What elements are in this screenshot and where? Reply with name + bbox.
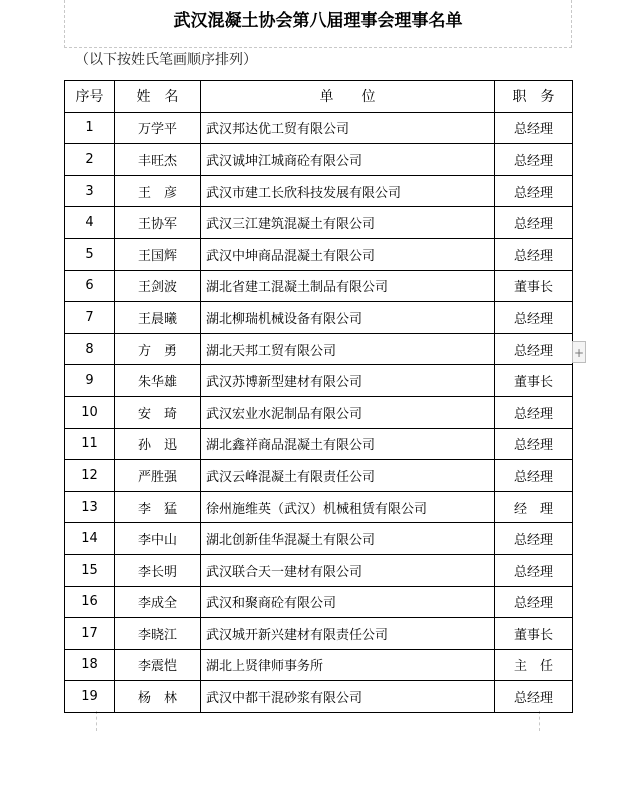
table-row: [65, 238, 573, 270]
table-row: [65, 365, 573, 397]
add-row-handle[interactable]: +: [572, 341, 586, 363]
cell-name: 王国辉: [115, 238, 201, 270]
margin-guide-left-lower: [96, 711, 97, 731]
cell-name: 孙 迅: [115, 428, 201, 460]
header-position: 职 务: [495, 81, 573, 113]
cell-no: 7: [65, 302, 115, 334]
cell-position: 总经理: [495, 396, 573, 428]
table-row: [65, 460, 573, 492]
cell-name: 万学平: [115, 112, 201, 144]
table-row: [65, 112, 573, 144]
table-row: [65, 523, 573, 555]
cell-no: 16: [65, 586, 115, 618]
cell-name: 朱华雄: [115, 365, 201, 397]
cell-unit: 武汉三江建筑混凝土有限公司: [201, 207, 495, 239]
cell-name: 丰旺杰: [115, 144, 201, 176]
cell-name: 李成全: [115, 586, 201, 618]
cell-position: 总经理: [495, 238, 573, 270]
cell-no: 10: [65, 396, 115, 428]
table-row: [65, 491, 573, 523]
cell-position: 董事长: [495, 270, 573, 302]
cell-position: 总经理: [495, 586, 573, 618]
table-row: [65, 618, 573, 650]
table-row: [65, 144, 573, 176]
header-unit: 单 位: [201, 81, 495, 113]
cell-unit: 武汉宏业水泥制品有限公司: [201, 396, 495, 428]
cell-name: 李长明: [115, 554, 201, 586]
cell-name: 李中山: [115, 523, 201, 555]
cell-no: 14: [65, 523, 115, 555]
cell-no: 6: [65, 270, 115, 302]
cell-unit: 武汉和聚商砼有限公司: [201, 586, 495, 618]
cell-no: 19: [65, 681, 115, 713]
cell-unit: 徐州施维英（武汉）机械租赁有限公司: [201, 491, 495, 523]
document-title: 武汉混凝土协会第八届理事会理事名单: [173, 11, 463, 31]
cell-position: 董事长: [495, 365, 573, 397]
header-no: 序号: [65, 81, 115, 113]
cell-name: 王晨曦: [115, 302, 201, 334]
cell-position: 总经理: [495, 333, 573, 365]
cell-unit: 武汉中都干混砂浆有限公司: [201, 681, 495, 713]
cell-name: 严胜强: [115, 460, 201, 492]
cell-position: 总经理: [495, 460, 573, 492]
cell-no: 3: [65, 175, 115, 207]
cell-position: 总经理: [495, 144, 573, 176]
cell-name: 方 勇: [115, 333, 201, 365]
cell-unit: 武汉云峰混凝土有限责任公司: [201, 460, 495, 492]
cell-position: 总经理: [495, 112, 573, 144]
cell-no: 1: [65, 112, 115, 144]
table-header-row: [65, 81, 573, 113]
cell-name: 李震恺: [115, 649, 201, 681]
cell-no: 8: [65, 333, 115, 365]
cell-name: 安 琦: [115, 396, 201, 428]
table-row: [65, 649, 573, 681]
margin-guide-top: [64, 47, 572, 48]
cell-no: 17: [65, 618, 115, 650]
member-table: [64, 80, 573, 713]
table-row: [65, 681, 573, 713]
cell-no: 9: [65, 365, 115, 397]
table-row: [65, 207, 573, 239]
cell-position: 总经理: [495, 428, 573, 460]
cell-no: 15: [65, 554, 115, 586]
table-row: [65, 586, 573, 618]
cell-no: 13: [65, 491, 115, 523]
header-name: 姓 名: [115, 81, 201, 113]
cell-position: 总经理: [495, 207, 573, 239]
cell-position: 总经理: [495, 523, 573, 555]
cell-unit: 武汉诚坤江城商砼有限公司: [201, 144, 495, 176]
table-row: [65, 333, 573, 365]
cell-position: 董事长: [495, 618, 573, 650]
cell-unit: 武汉城开新兴建材有限责任公司: [201, 618, 495, 650]
cell-position: 经 理: [495, 491, 573, 523]
cell-position: 总经理: [495, 681, 573, 713]
table-row: [65, 428, 573, 460]
cell-no: 12: [65, 460, 115, 492]
cell-unit: 湖北天邦工贸有限公司: [201, 333, 495, 365]
cell-no: 2: [65, 144, 115, 176]
cell-unit: 湖北创新佳华混凝土有限公司: [201, 523, 495, 555]
cell-unit: 湖北鑫祥商品混凝土有限公司: [201, 428, 495, 460]
cell-name: 杨 林: [115, 681, 201, 713]
cell-no: 18: [65, 649, 115, 681]
cell-position: 总经理: [495, 554, 573, 586]
cell-name: 王协军: [115, 207, 201, 239]
table-row: [65, 302, 573, 334]
cell-position: 总经理: [495, 175, 573, 207]
table-row: [65, 270, 573, 302]
table-row: [65, 396, 573, 428]
cell-position: 主 任: [495, 649, 573, 681]
cell-no: 11: [65, 428, 115, 460]
cell-unit: 武汉邦达优工贸有限公司: [201, 112, 495, 144]
cell-unit: 湖北省建工混凝土制品有限公司: [201, 270, 495, 302]
cell-unit: 武汉市建工长欣科技发展有限公司: [201, 175, 495, 207]
cell-name: 李晓江: [115, 618, 201, 650]
cell-unit: 湖北柳瑞机械设备有限公司: [201, 302, 495, 334]
cell-no: 4: [65, 207, 115, 239]
cell-no: 5: [65, 238, 115, 270]
cell-name: 王 彦: [115, 175, 201, 207]
cell-unit: 武汉中坤商品混凝土有限公司: [201, 238, 495, 270]
cell-unit: 武汉联合天一建材有限公司: [201, 554, 495, 586]
cell-position: 总经理: [495, 302, 573, 334]
cell-name: 李 猛: [115, 491, 201, 523]
table-row: [65, 175, 573, 207]
table-row: [65, 554, 573, 586]
cell-unit: 武汉苏博新型建材有限公司: [201, 365, 495, 397]
sort-note: （以下按姓氏笔画顺序排列）: [75, 52, 257, 68]
margin-guide-right-lower: [539, 711, 540, 731]
cell-name: 王剑波: [115, 270, 201, 302]
cell-unit: 湖北上贤律师事务所: [201, 649, 495, 681]
